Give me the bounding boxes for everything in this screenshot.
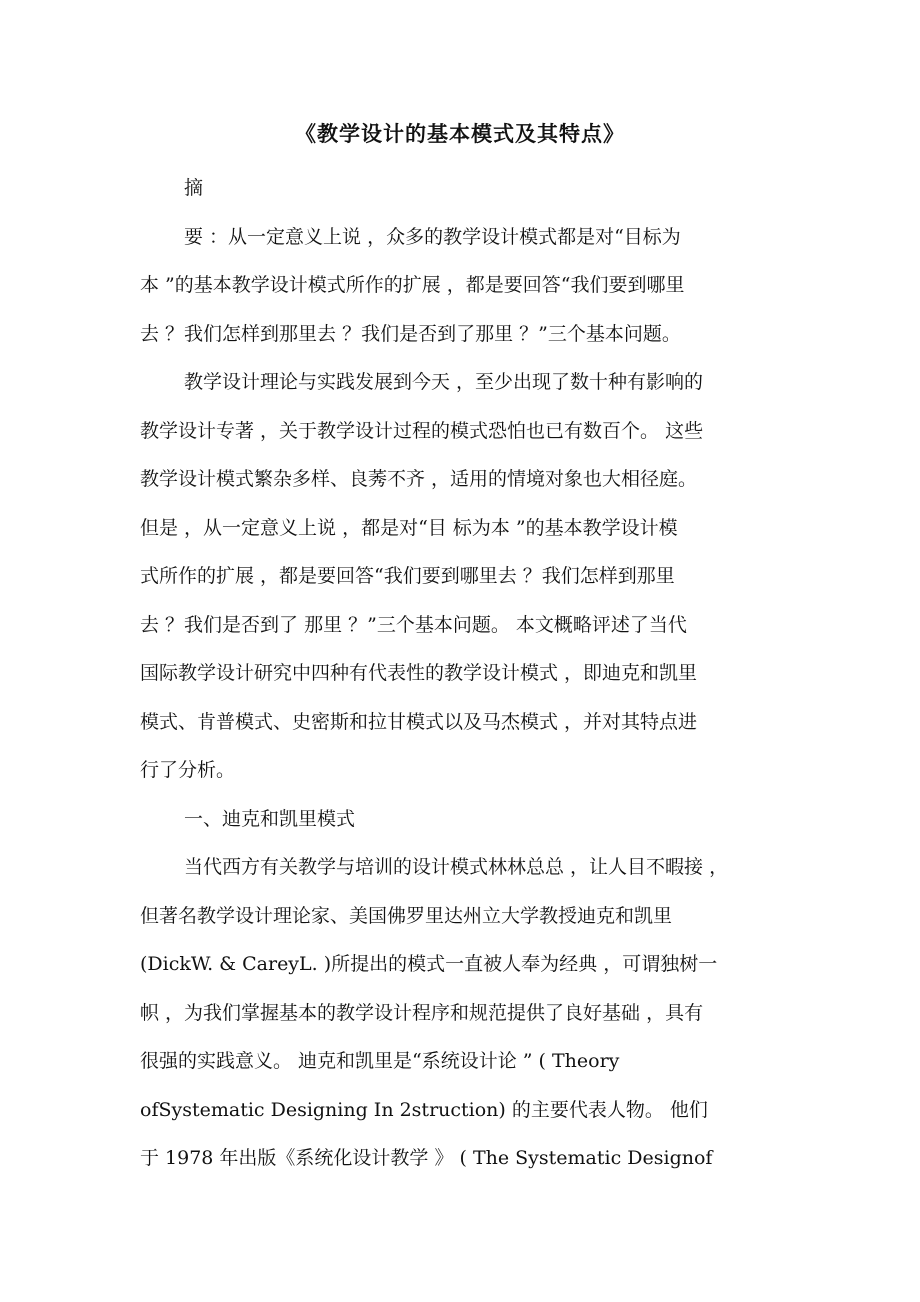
paragraph-line: 教学设计专著 ，关于教学设计过程的模式恐怕也已有数百个。 这些 xyxy=(140,419,704,442)
paragraph-line: 但是 ，从一定意义上说 ，都是对“目 标为本 ”的基本教学设计模 xyxy=(140,516,678,539)
paragraph-line: 但著名教学设计理论家、美国佛罗里达州立大学教授迪克和凯里 xyxy=(140,904,673,927)
abstract-line: 去 ？我们怎样到那里去 ？我们是否到了那里 ？”三个基本问题。 xyxy=(140,322,681,345)
paragraph-line: 行了分析。 xyxy=(140,759,236,781)
abstract-line: 要 ：从一定意义上说 ，众多的教学设计模式都是对“目标为 xyxy=(184,225,681,248)
document-body xyxy=(140,164,800,1183)
paragraph-line: 于 1978 年出版《系统化设计教学 》 ( The Systematic Designof xyxy=(140,1147,713,1169)
abstract-line: 本 ”的基本教学设计模式所作的扩展 ，都是要回答“我们要到哪里 xyxy=(140,274,685,296)
abstract-heading-line: 摘 xyxy=(184,177,204,199)
paragraph-line: 当代西方有关教学与培训的设计模式林林总总 ，让人目不暇接 ， xyxy=(184,856,729,878)
paragraph-line: 教学设计理论与实践发展到今天 ，至少出现了数十种有影响的 xyxy=(184,371,704,393)
paragraph-line: 很强的实践意义。 迪克和凯里是“系统设计论 ” ( Theory xyxy=(140,1050,620,1072)
paragraph-line: 教学设计模式繁杂多样、良莠不齐 ，适用的情境对象也大相径庭。 xyxy=(140,468,698,490)
paragraph-line: ofSystematic Designing In 2struction) 的主要代表人物。 他们 xyxy=(140,1098,708,1121)
paragraph-line: 模式、肯普模式、史密斯和拉甘模式以及马杰模式 ，并对其特点进 xyxy=(140,710,698,733)
section-heading: 一、迪克和凯里模式 xyxy=(184,807,356,830)
document-title: 《教学设计的基本模式及其特点》 xyxy=(295,121,625,146)
paragraph-line: 国际教学设计研究中四种有代表性的教学设计模式 ，即迪克和凯里 xyxy=(140,662,698,684)
paragraph-line: 式所作的扩展 ，都是要回答“我们要到哪里去 ？我们怎样到那里 xyxy=(140,565,675,587)
paragraph-line: (DickW. & CareyL. )所提出的模式一直被人奉为经典 ，可谓独树一 xyxy=(140,953,718,975)
paragraph-line: 帜 ，为我们掌握基本的教学设计程序和规范提供了良好基础 ，具有 xyxy=(140,1001,704,1024)
paragraph-line: 去 ？我们是否到了 那里 ？”三个基本问题。 本文概略评述了当代 xyxy=(140,613,687,636)
